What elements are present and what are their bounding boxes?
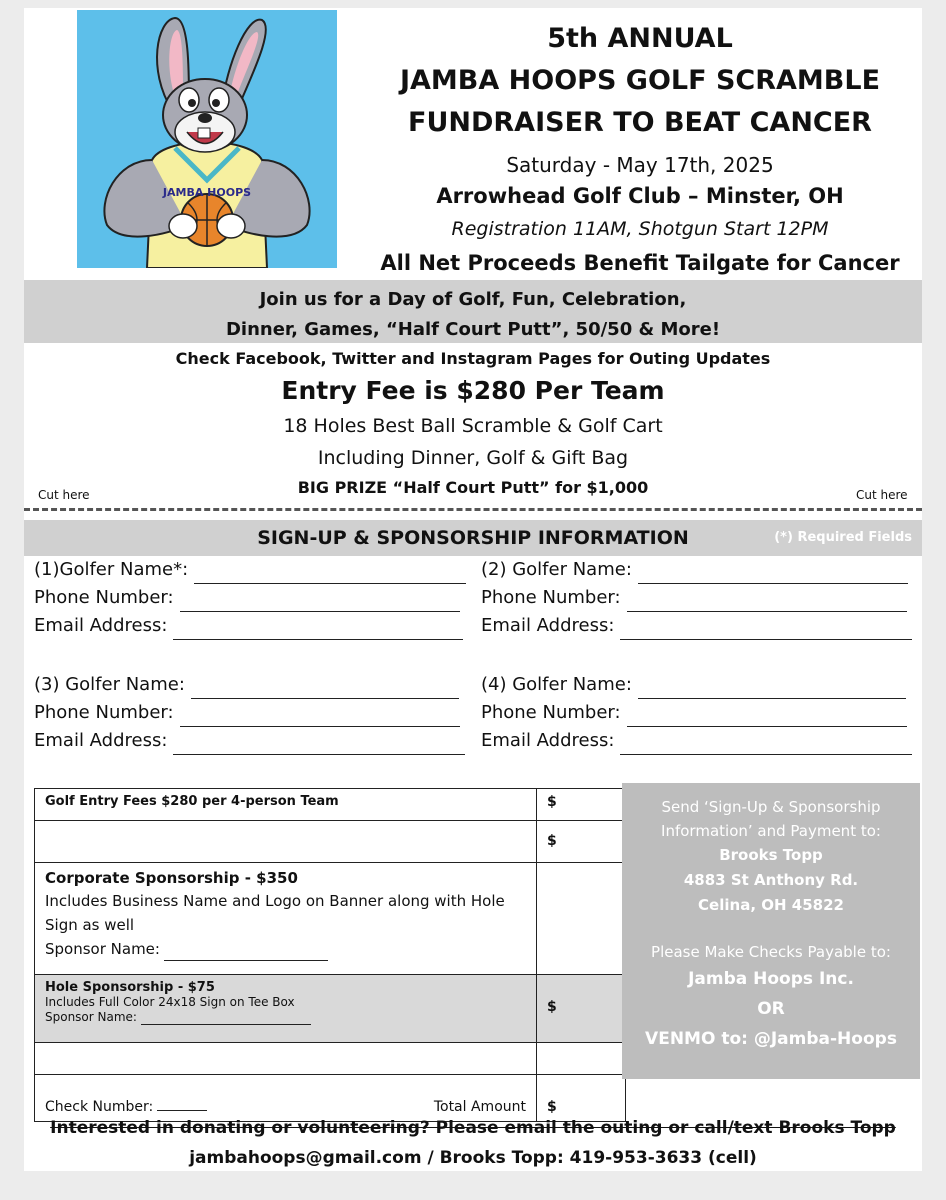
hole-sponsor-name-line[interactable] — [141, 1013, 311, 1025]
entry-fee-headline: Entry Fee is $280 Per Team — [281, 376, 665, 405]
golfer-4-email-line[interactable] — [620, 735, 912, 755]
golfer-1-email-label: Email Address: — [34, 615, 168, 636]
blank-amount-field-2[interactable] — [537, 1043, 625, 1074]
golf-fees-amount-field[interactable]: $ — [547, 794, 557, 810]
cut-line — [24, 508, 922, 511]
proceeds-note: All Net Proceeds Benefit Tailgate for Cancer — [380, 251, 900, 275]
payee-name: Jamba Hoops Inc. — [688, 969, 854, 989]
golfer-2-phone-label: Phone Number: — [481, 587, 621, 608]
golfer-4-phone-field[interactable] — [481, 699, 907, 727]
title-line-3: FUNDRAISER TO BEAT CANCER — [408, 107, 872, 138]
event-date: Saturday - May 17th, 2025 — [506, 153, 774, 177]
golfer-4-name-field[interactable] — [481, 671, 906, 699]
hole-sponsor-name-label: Sponsor Name: — [45, 1010, 137, 1024]
table-row-hole-sponsorship — [35, 975, 625, 1043]
table-row-blank-1 — [35, 821, 625, 863]
title-line-1: 5th ANNUAL — [547, 23, 733, 54]
blank-cell[interactable] — [35, 821, 537, 862]
golfer-2-email-line[interactable] — [620, 620, 912, 640]
golfer-2-name-line[interactable] — [638, 564, 908, 584]
join-us-text — [24, 285, 922, 373]
golfer-3-email-label: Email Address: — [34, 730, 168, 751]
payee-or: OR — [757, 999, 785, 1019]
venmo-handle: VENMO to: @Jamba-Hoops — [645, 1029, 897, 1049]
check-number-label: Check Number: — [45, 1099, 154, 1115]
send-name: Brooks Topp — [719, 846, 823, 864]
send-address-2: Celina, OH 45822 — [698, 896, 844, 914]
contact-line: jambahoops@gmail.com / Brooks Topp: 419-953-3633 (cell) — [189, 1148, 757, 1168]
corporate-sponsorship-desc: Includes Business Name and Logo on Banner along with Hole Sign as well — [45, 892, 505, 934]
footer-contact — [24, 1113, 922, 1173]
blank-amount-field[interactable]: $ — [547, 833, 557, 849]
golfer-2-name-field[interactable] — [481, 556, 908, 584]
required-fields-note: (*) Required Fields — [774, 530, 912, 545]
golfer-1-email-field[interactable] — [34, 612, 463, 640]
corporate-sponsor-name-label: Sponsor Name: — [45, 940, 160, 958]
entry-fee-block — [24, 372, 922, 502]
golfer-4-email-field[interactable] — [481, 727, 912, 755]
hole-sponsorship-desc: Includes Full Color 24x18 Sign on Tee Box — [45, 995, 295, 1009]
blank-cell[interactable] — [35, 1043, 537, 1074]
corporate-sponsor-name-line[interactable] — [164, 945, 328, 961]
golfer-2-phone-field[interactable] — [481, 584, 907, 612]
hole-sponsor-name-field[interactable] — [45, 1010, 526, 1025]
golfer-1-name-line[interactable] — [194, 564, 466, 584]
big-prize-note: BIG PRIZE “Half Court Putt” for $1,000 — [297, 478, 649, 497]
golfer-4-name-label: (4) Golfer Name: — [481, 674, 632, 695]
payable-note: Please Make Checks Payable to: — [651, 943, 891, 961]
payment-instructions-box — [622, 783, 920, 1079]
golfer-1-phone-line[interactable] — [180, 592, 460, 612]
golfer-3-name-line[interactable] — [191, 679, 459, 699]
golfer-3-name-field[interactable] — [34, 671, 459, 699]
corporate-sponsorship-title: Corporate Sponsorship - $350 — [45, 869, 298, 887]
corporate-sponsorship-cell — [35, 863, 537, 974]
send-address-1: 4883 St Anthony Rd. — [683, 871, 859, 889]
fee-includes-1: 18 Holes Best Ball Scramble & Golf Cart — [283, 415, 663, 437]
table-row-blank-2 — [35, 1043, 625, 1075]
send-line-1: Send ‘Sign-Up & Sponsorship — [661, 798, 881, 816]
golfer-2-name-label: (2) Golfer Name: — [481, 559, 632, 580]
golfer-1-phone-label: Phone Number: — [34, 587, 174, 608]
golfer-3-email-field[interactable] — [34, 727, 465, 755]
golfer-4-phone-line[interactable] — [627, 707, 907, 727]
hole-amount-field[interactable]: $ — [547, 999, 557, 1015]
bunny-mascot-logo — [77, 10, 337, 268]
event-title-block — [354, 18, 926, 281]
logo-jersey-text: JAMBA HOOPS — [162, 186, 252, 199]
table-row-corporate-sponsorship — [35, 863, 625, 975]
golfer-4-email-label: Email Address: — [481, 730, 615, 751]
hole-sponsorship-cell — [35, 975, 537, 1042]
bunny-mascot-illustration — [77, 10, 337, 268]
golf-entry-fees-label: Golf Entry Fees $280 per 4-person Team — [35, 789, 537, 820]
total-amount-field[interactable]: $ — [547, 1099, 557, 1115]
hole-sponsorship-title: Hole Sponsorship - $75 — [45, 980, 215, 995]
flyer-page — [24, 8, 922, 1171]
send-line-2: Information’ and Payment to: — [661, 822, 881, 840]
signup-title: SIGN-UP & SPONSORSHIP INFORMATION — [257, 527, 689, 549]
golfer-2-email-label: Email Address: — [481, 615, 615, 636]
golfer-2-email-field[interactable] — [481, 612, 912, 640]
title-line-2: JAMBA HOOPS GOLF SCRAMBLE — [399, 65, 881, 96]
golfer-4-name-line[interactable] — [638, 679, 906, 699]
check-number-line[interactable] — [157, 1099, 207, 1111]
event-venue: Arrowhead Golf Club – Minster, OH — [436, 184, 844, 208]
golfer-3-phone-field[interactable] — [34, 699, 460, 727]
social-updates-note: Check Facebook, Twitter and Instagram Pages for Outing Updates — [175, 349, 771, 368]
golfer-1-phone-field[interactable] — [34, 584, 460, 612]
volunteer-note: Interested in donating or volunteering? Please email the outing or call/text Brooks Topp — [50, 1118, 896, 1138]
golfer-4-phone-label: Phone Number: — [481, 702, 621, 723]
golfer-3-phone-label: Phone Number: — [34, 702, 174, 723]
fees-table — [34, 788, 626, 1122]
total-amount-label: Total Amount — [433, 1099, 526, 1115]
registration-time: Registration 11AM, Shotgun Start 12PM — [451, 218, 829, 240]
join-line-2: Dinner, Games, “Half Court Putt”, 50/50 & More! — [225, 319, 721, 340]
golfer-3-email-line[interactable] — [173, 735, 465, 755]
fee-includes-2: Including Dinner, Golf & Gift Bag — [317, 447, 629, 469]
golfer-1-email-line[interactable] — [173, 620, 463, 640]
corporate-sponsor-name-field[interactable] — [45, 937, 526, 961]
join-line-1: Join us for a Day of Golf, Fun, Celebration, — [259, 289, 687, 310]
table-row-golf-fees — [35, 789, 625, 821]
golfer-3-phone-line[interactable] — [180, 707, 460, 727]
golfer-1-name-label: (1)Golfer Name*: — [34, 559, 189, 580]
cut-here-left: Cut here — [38, 488, 90, 502]
golfer-1-name-field[interactable] — [34, 556, 466, 584]
cut-here-right: Cut here — [856, 488, 908, 502]
corporate-amount-field[interactable] — [537, 863, 625, 974]
golfer-2-phone-line[interactable] — [627, 592, 907, 612]
golfer-3-name-label: (3) Golfer Name: — [34, 674, 185, 695]
